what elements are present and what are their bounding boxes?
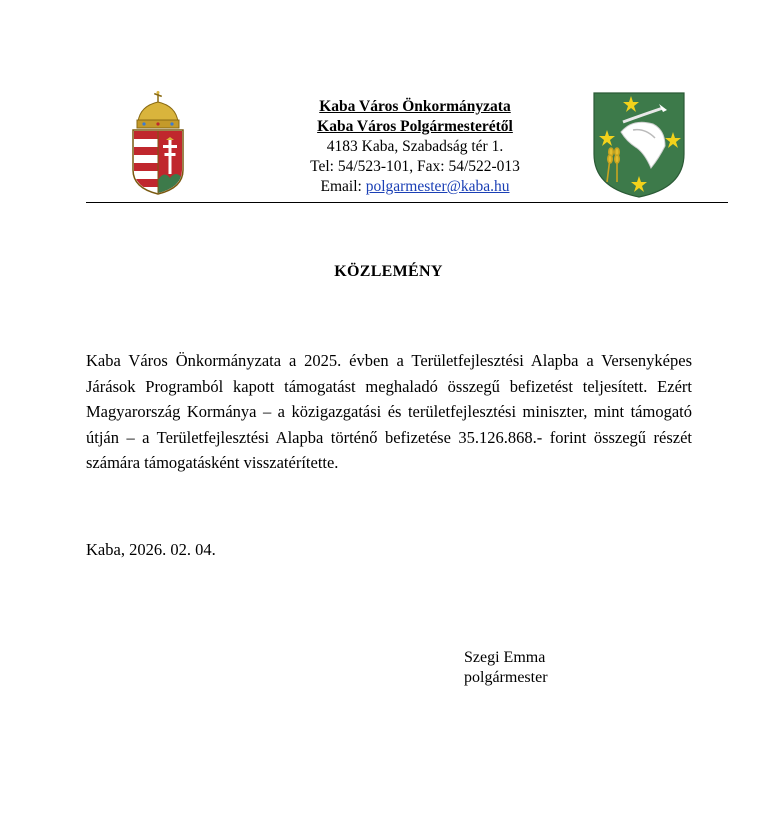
signature-block: [464, 648, 548, 688]
notice-body: Kaba Város Önkormányzata a 2025. évben a Területfejlesztési Alapba a Versenyképes Járások Programból kapott támogatást meghaladó összegű befizetést teljesített. Ezért Magyarország Kormánya – a közigazgatási és területfejlesztési miniszter, mint támogató útján – a Területfejlesztési Alapba történő befizetése 35.126.868.- forint összegű részét számára támogatásként visszatérítette.: [86, 351, 692, 473]
office-name: Kaba Város Polgármesterétől: [317, 118, 513, 135]
notice-title: KÖZLEMÉNY: [334, 263, 443, 280]
letterhead: [230, 97, 600, 197]
notice-date: Kaba, 2026. 02. 04.: [86, 540, 216, 559]
email-label: Email:: [320, 178, 366, 195]
header-divider: [86, 202, 728, 203]
email-link[interactable]: polgarmester@kaba.hu: [365, 178, 510, 195]
signatory-role: polgármester: [464, 669, 548, 686]
signatory-name: Szegi Emma: [464, 649, 546, 666]
kaba-town-coat-of-arms-icon: [593, 92, 685, 198]
hungarian-coat-of-arms-icon: [128, 90, 188, 196]
email-line: [230, 177, 600, 197]
address: 4183 Kaba, Szabadság tér 1.: [326, 138, 504, 155]
org-name: Kaba Város Önkormányzata: [319, 98, 511, 115]
phone-fax: Tel: 54/523-101, Fax: 54/522-013: [310, 158, 520, 175]
